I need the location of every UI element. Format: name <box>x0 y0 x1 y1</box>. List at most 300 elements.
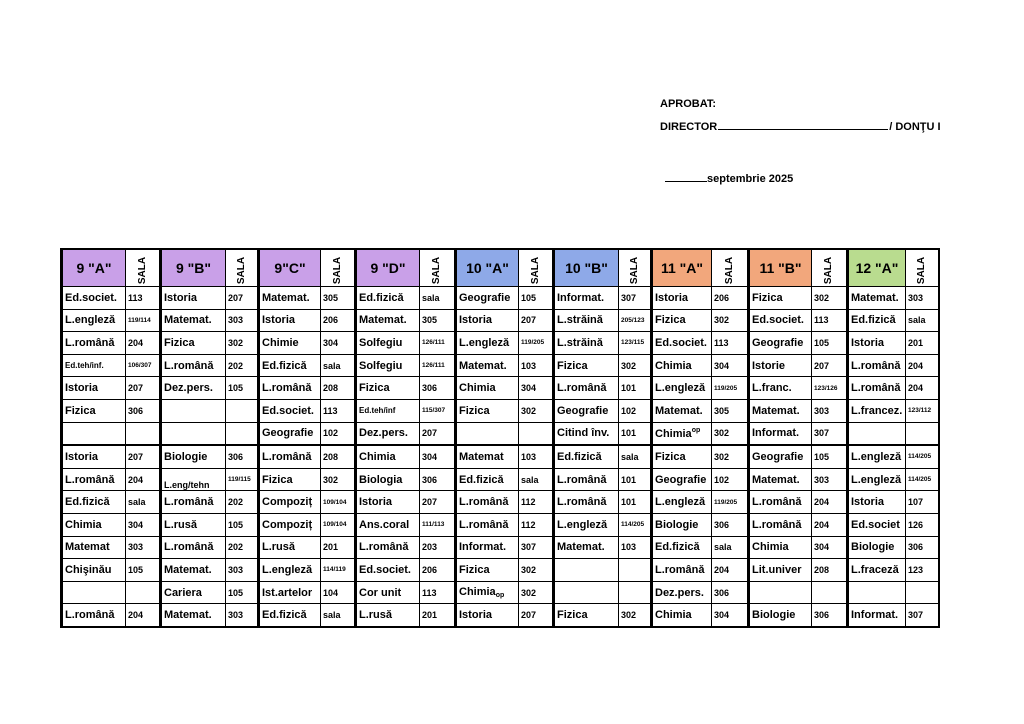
subject-name: L.română <box>557 382 607 395</box>
subject-cell <box>848 399 906 422</box>
subject-cell <box>652 445 712 468</box>
subject-name: Matemat. <box>655 404 703 417</box>
subject-cell <box>356 491 420 514</box>
subject-cell <box>456 287 519 310</box>
subject-name: Biologie <box>164 450 208 463</box>
subject-cell <box>259 399 321 422</box>
room-cell: 114/205 <box>619 513 652 536</box>
subject-name: Cor unit <box>359 586 402 599</box>
subject-cell <box>259 287 321 310</box>
room-cell: 119/115 <box>226 468 259 491</box>
subject-name: Dez.pers. <box>164 382 213 395</box>
room-cell: 105 <box>519 287 554 310</box>
subject-cell <box>848 491 906 514</box>
subject-cell <box>848 536 906 559</box>
room-cell: 207 <box>126 377 161 400</box>
subject-cell <box>848 354 906 377</box>
subject-name: Geografie <box>752 336 804 349</box>
subject-cell <box>848 445 906 468</box>
subject-name: Ed.fizică <box>359 291 404 304</box>
room-cell: 113 <box>321 399 356 422</box>
subject-name: L.engleză <box>557 518 608 531</box>
room-cell: 307 <box>812 422 848 445</box>
subject-cell <box>161 559 226 582</box>
subject-cell <box>356 445 420 468</box>
room-cell <box>812 581 848 604</box>
subject-cell <box>259 491 321 514</box>
room-cell <box>519 422 554 445</box>
room-cell: 304 <box>321 332 356 355</box>
subject-cell <box>554 445 619 468</box>
subject-name: L.română <box>752 518 802 531</box>
room-cell: 115/307 <box>420 399 456 422</box>
subject-cell <box>652 581 712 604</box>
class-header: 9 "B" <box>161 249 226 287</box>
room-cell: 111/113 <box>420 513 456 536</box>
subject-name: Biologie <box>655 518 699 531</box>
room-cell: 206 <box>712 287 749 310</box>
subject-name: Matemat. <box>752 404 800 417</box>
room-cell: 126/111 <box>420 354 456 377</box>
room-cell: 303 <box>906 287 939 310</box>
subject-cell <box>259 445 321 468</box>
subject-cell <box>259 604 321 627</box>
subject-name: L.română <box>752 496 802 509</box>
room-cell: 302 <box>519 581 554 604</box>
subject-cell <box>259 513 321 536</box>
subject-cell <box>259 422 321 445</box>
subject-cell <box>356 287 420 310</box>
subject-name: L.rusă <box>359 609 393 622</box>
subject-name: Lit.univer <box>752 563 802 576</box>
subject-name: Matemat <box>459 450 504 463</box>
subject-cell <box>554 604 619 627</box>
lesson-row <box>62 581 939 604</box>
subject-cell <box>456 332 519 355</box>
signature-line <box>718 120 888 130</box>
lesson-row <box>62 536 939 559</box>
lesson-row <box>62 468 939 491</box>
room-cell: 207 <box>126 445 161 468</box>
subject-name: Matemat. <box>851 291 899 304</box>
room-cell: 105 <box>226 581 259 604</box>
subject-cell <box>456 468 519 491</box>
lesson-row <box>62 287 939 310</box>
subject-name: Chimia <box>459 382 496 395</box>
subject-cell <box>652 354 712 377</box>
subject-cell <box>259 377 321 400</box>
subject-cell <box>652 287 712 310</box>
room-cell: 103 <box>519 354 554 377</box>
subject-name: L.engleză <box>851 473 902 486</box>
subject-name: Dez.pers. <box>359 427 408 440</box>
subject-name: Matemat <box>65 541 110 554</box>
subject-cell <box>554 422 619 445</box>
room-cell: 114/119 <box>321 559 356 582</box>
director-name: / DONŢU I <box>889 121 941 133</box>
subject-name: L.română <box>164 496 214 509</box>
subject-name: Matemat. <box>459 359 507 372</box>
subject-cell <box>161 581 226 604</box>
subject-name: L.română <box>557 496 607 509</box>
subject-name: L.rusă <box>164 518 198 531</box>
subject-name: L.română <box>164 541 214 554</box>
lesson-row <box>62 513 939 536</box>
room-cell: 109/104 <box>321 491 356 514</box>
subject-cell <box>456 491 519 514</box>
subject-name: Geografie <box>752 450 804 463</box>
subject-cell <box>848 377 906 400</box>
room-cell: 123 <box>906 559 939 582</box>
room-cell: 206 <box>321 309 356 332</box>
subject-cell <box>554 332 619 355</box>
subject-name: Ed.fizică <box>557 450 602 463</box>
subject-cell <box>161 604 226 627</box>
subject-name: Fizica <box>655 450 686 463</box>
room-cell: sala <box>420 287 456 310</box>
room-cell: 112 <box>519 491 554 514</box>
subject-name: Istoria <box>655 291 689 304</box>
room-cell: 106/307 <box>126 354 161 377</box>
subject-name: Biologie <box>851 541 895 554</box>
subject-name: Ed.societ. <box>65 291 117 304</box>
room-cell: 103 <box>519 445 554 468</box>
room-cell: 303 <box>226 559 259 582</box>
room-cell: 101 <box>619 491 652 514</box>
room-cell: 207 <box>519 604 554 627</box>
room-cell <box>226 399 259 422</box>
room-header <box>126 249 161 287</box>
room-header <box>321 249 356 287</box>
room-cell: 304 <box>420 445 456 468</box>
subject-cell <box>848 559 906 582</box>
room-cell: 304 <box>812 536 848 559</box>
room-cell: sala <box>519 468 554 491</box>
subject-cell <box>749 377 812 400</box>
room-cell: 123/115 <box>619 332 652 355</box>
room-cell: 302 <box>619 354 652 377</box>
subject-name: Fizica <box>557 609 588 622</box>
subject-cell <box>749 422 812 445</box>
subject-name: L.română <box>851 382 901 395</box>
room-cell <box>619 559 652 582</box>
subject-cell <box>456 377 519 400</box>
subject-name: Solfegiu <box>359 359 403 372</box>
room-header-label: SALA <box>136 256 148 285</box>
subject-name: L.română <box>65 336 115 349</box>
room-header-label: SALA <box>823 256 835 285</box>
subject-cell <box>848 604 906 627</box>
subject-cell <box>554 468 619 491</box>
room-cell: 126 <box>906 513 939 536</box>
subject-name: Istoria <box>851 336 885 349</box>
room-header-label: SALA <box>628 256 640 285</box>
subject-cell <box>62 513 126 536</box>
subject-cell <box>554 354 619 377</box>
room-cell: sala <box>321 604 356 627</box>
room-cell: 203 <box>420 536 456 559</box>
room-cell: 305 <box>321 287 356 310</box>
room-cell: 204 <box>812 491 848 514</box>
subject-cell <box>749 332 812 355</box>
approval-block <box>660 99 1024 143</box>
lesson-row <box>62 399 939 422</box>
room-cell: 204 <box>126 468 161 491</box>
subject-cell <box>749 581 812 604</box>
room-cell: 207 <box>420 491 456 514</box>
subject-name: Compoziț <box>262 496 313 509</box>
subject-name: L.francez. <box>851 404 903 417</box>
room-cell: 207 <box>519 309 554 332</box>
subject-name: Chimia <box>655 427 692 440</box>
subject-cell <box>456 445 519 468</box>
room-cell: sala <box>906 309 939 332</box>
room-header-label: SALA <box>723 256 735 285</box>
subject-name: Ed.societ. <box>359 563 411 576</box>
room-cell: 306 <box>126 399 161 422</box>
room-cell: 302 <box>619 604 652 627</box>
subject-name: Citind înv. <box>557 427 610 440</box>
subject-name: L.străină <box>557 336 603 349</box>
subject-cell <box>652 491 712 514</box>
room-cell: 109/104 <box>321 513 356 536</box>
subject-cell <box>456 559 519 582</box>
subject-cell <box>161 422 226 445</box>
class-header: 11 "B" <box>749 249 812 287</box>
subject-cell <box>749 604 812 627</box>
subject-name: Ans.coral <box>359 518 410 531</box>
room-cell: 304 <box>519 377 554 400</box>
lesson-row <box>62 309 939 332</box>
subject-cell <box>62 354 126 377</box>
subject-cell <box>62 332 126 355</box>
subject-cell <box>652 559 712 582</box>
subject-cell <box>259 559 321 582</box>
subject-name: Ed.fizică <box>262 609 307 622</box>
subject-name: Fizica <box>557 359 588 372</box>
room-cell <box>126 422 161 445</box>
subject-cell <box>161 377 226 400</box>
subject-cell <box>652 422 712 445</box>
subject-cell <box>749 354 812 377</box>
subject-name: L.engleză <box>655 496 706 509</box>
subject-cell <box>62 287 126 310</box>
room-header <box>519 249 554 287</box>
subject-cell <box>456 513 519 536</box>
subject-name: Istoria <box>262 314 296 327</box>
room-cell: 201 <box>321 536 356 559</box>
subject-name: Fizica <box>262 473 293 486</box>
subject-cell <box>161 468 226 491</box>
subject-cell <box>848 309 906 332</box>
subject-cell <box>848 422 906 445</box>
subject-cell <box>749 513 812 536</box>
subject-cell <box>456 354 519 377</box>
subject-name: Ed.fizică <box>655 541 700 554</box>
room-cell: 201 <box>420 604 456 627</box>
room-cell: 204 <box>126 604 161 627</box>
subject-name: Chimia <box>655 359 692 372</box>
subject-name: Matemat. <box>164 563 212 576</box>
subject-name: L.engleză <box>851 450 902 463</box>
room-cell: 105 <box>812 445 848 468</box>
room-cell: 104 <box>321 581 356 604</box>
subject-name: Matemat. <box>164 314 212 327</box>
room-cell: 204 <box>812 513 848 536</box>
subject-name: Chişinău <box>65 563 112 576</box>
subject-name: Ed.teh/inf <box>359 406 396 416</box>
room-cell: 306 <box>812 604 848 627</box>
subject-name: L.română <box>655 563 705 576</box>
lesson-row <box>62 377 939 400</box>
subject-cell <box>356 377 420 400</box>
room-cell: 119/205 <box>519 332 554 355</box>
room-cell: sala <box>126 491 161 514</box>
room-cell: 101 <box>619 377 652 400</box>
subject-cell <box>848 468 906 491</box>
subject-name: L.engleză <box>459 336 510 349</box>
room-cell: 102 <box>619 399 652 422</box>
room-cell: 303 <box>812 399 848 422</box>
subject-cell <box>652 468 712 491</box>
subject-name: Istoria <box>65 450 99 463</box>
subject-cell <box>62 491 126 514</box>
subject-cell <box>356 332 420 355</box>
room-cell: 202 <box>226 354 259 377</box>
subject-name: Matemat. <box>557 541 605 554</box>
room-cell: 302 <box>226 332 259 355</box>
subject-cell <box>749 559 812 582</box>
subject-cell <box>356 604 420 627</box>
subject-name: Fizica <box>359 382 390 395</box>
subject-name: Ed.fizică <box>262 359 307 372</box>
subject-cell <box>749 309 812 332</box>
class-header: 12 "A" <box>848 249 906 287</box>
subject-name: L.eng/tehn <box>164 480 210 491</box>
room-cell <box>126 581 161 604</box>
subject-cell <box>749 536 812 559</box>
subject-cell <box>848 287 906 310</box>
room-cell: 303 <box>126 536 161 559</box>
room-cell: 113 <box>126 287 161 310</box>
subject-cell <box>456 581 519 604</box>
date-blank <box>665 172 707 182</box>
subject-cell <box>749 445 812 468</box>
room-header <box>619 249 652 287</box>
room-cell: 204 <box>126 332 161 355</box>
subject-cell <box>62 536 126 559</box>
room-header <box>226 249 259 287</box>
subject-name: Fizica <box>459 563 490 576</box>
subject-cell <box>161 491 226 514</box>
room-header-label: SALA <box>235 256 247 285</box>
room-cell <box>226 422 259 445</box>
subject-cell <box>554 309 619 332</box>
subject-name: Chimia <box>359 450 396 463</box>
room-cell: 306 <box>712 581 749 604</box>
room-cell: 302 <box>812 287 848 310</box>
subject-name: Chimia <box>655 609 692 622</box>
subject-cell <box>62 399 126 422</box>
room-cell: 306 <box>420 377 456 400</box>
room-cell: sala <box>619 445 652 468</box>
subject-cell <box>554 536 619 559</box>
subject-cell <box>652 332 712 355</box>
room-cell: 307 <box>619 287 652 310</box>
subject-cell <box>259 536 321 559</box>
subject-name: Matemat. <box>359 314 407 327</box>
subject-name: Istoria <box>851 496 885 509</box>
room-cell: 307 <box>519 536 554 559</box>
subject-cell <box>259 468 321 491</box>
subject-note: op <box>495 592 505 600</box>
subject-name: Geografie <box>557 404 609 417</box>
room-cell: 207 <box>226 287 259 310</box>
subject-name: Matemat. <box>262 291 310 304</box>
room-cell: 123/112 <box>906 399 939 422</box>
subject-cell <box>161 332 226 355</box>
room-cell: 119/205 <box>712 377 749 400</box>
room-cell: 113 <box>812 309 848 332</box>
subject-name: Fizica <box>655 314 686 327</box>
subject-name: L.română <box>459 496 509 509</box>
subject-cell <box>161 513 226 536</box>
room-cell: 202 <box>226 536 259 559</box>
room-cell: 302 <box>519 399 554 422</box>
subject-name: Informat. <box>459 541 507 554</box>
class-header: 10 "B" <box>554 249 619 287</box>
subject-name: Informat. <box>752 427 800 440</box>
room-cell: 103 <box>619 536 652 559</box>
director-line <box>660 120 1024 133</box>
subject-name: L.română <box>262 382 312 395</box>
room-cell: 101 <box>619 422 652 445</box>
subject-name: Istoria <box>359 496 393 509</box>
subject-cell <box>652 377 712 400</box>
room-cell: 305 <box>712 399 749 422</box>
subject-name: Ed.fizică <box>65 496 110 509</box>
subject-cell <box>62 604 126 627</box>
subject-name: L.română <box>65 609 115 622</box>
room-cell: 114/205 <box>906 445 939 468</box>
subject-cell <box>356 559 420 582</box>
room-cell: 306 <box>906 536 939 559</box>
room-cell: 306 <box>420 468 456 491</box>
subject-name: Fizica <box>164 336 195 349</box>
subject-cell <box>161 445 226 468</box>
subject-cell <box>62 581 126 604</box>
lesson-row <box>62 422 939 445</box>
subject-cell <box>356 581 420 604</box>
subject-cell <box>259 354 321 377</box>
room-cell: 123/126 <box>812 377 848 400</box>
room-cell: 112 <box>519 513 554 536</box>
subject-cell <box>356 309 420 332</box>
room-cell: 204 <box>712 559 749 582</box>
subject-name: Geografie <box>655 473 707 486</box>
subject-name: L.fraceză <box>851 563 899 576</box>
subject-cell <box>161 399 226 422</box>
lesson-row <box>62 604 939 627</box>
schedule-table <box>60 248 940 628</box>
subject-name: Chimie <box>262 336 299 349</box>
subject-cell <box>356 536 420 559</box>
subject-name: Informat. <box>557 291 605 304</box>
subject-name: L.română <box>851 359 901 372</box>
lesson-row <box>62 354 939 377</box>
lesson-row <box>62 445 939 468</box>
subject-cell <box>62 468 126 491</box>
